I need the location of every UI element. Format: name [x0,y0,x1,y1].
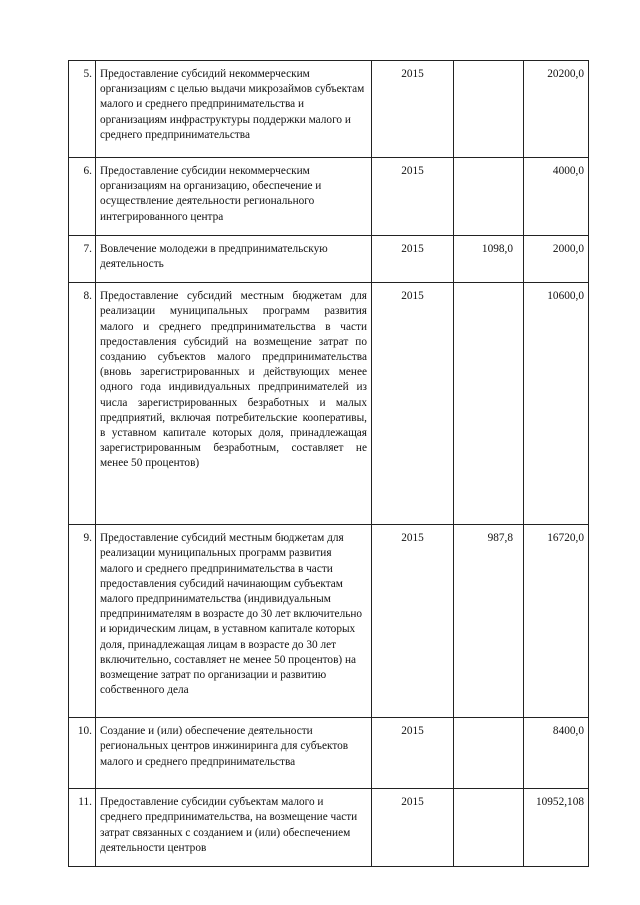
table-row [69,525,589,718]
row-value-2: 8400,0 [524,718,589,789]
row-value-2: 20200,0 [524,61,589,158]
row-value-1 [454,718,524,789]
row-value-2: 2000,0 [524,235,589,282]
row-number: 9. [69,525,96,718]
table-row [69,789,589,867]
table-row [69,718,589,789]
row-value-2: 4000,0 [524,158,589,236]
row-description: Предоставление субсидий местным бюджетам для реализации муниципальных программ развития малого и среднего предпринимательства в части предоставления субсидий начинающим субъектам малого предпринимательства (индивидуальным предпринимателям в возрасте до 30 лет включительно и юридическим лицам, в уставном капитале которых доля, принадлежащая лицам в возрасте до 30 лет включительно, составляет не менее 50 процентов) на возмещение затрат по организации и развитию собственного дела [96,525,372,718]
row-year: 2015 [372,283,454,525]
row-year: 2015 [372,61,454,158]
row-number: 6. [69,158,96,236]
row-year: 2015 [372,525,454,718]
program-measures-table [68,60,589,867]
row-value-1 [454,158,524,236]
row-value-1 [454,789,524,867]
row-description: Предоставление субсидий некоммерческим организациям с целью выдачи микрозаймов субъектам малого и среднего предпринимательства и организациям инфраструктуры поддержки малого и среднего предпринимательства [96,61,372,158]
document-page [68,60,588,867]
table-row [69,158,589,236]
row-year: 2015 [372,158,454,236]
table-row [69,61,589,158]
row-value-2: 10952,108 [524,789,589,867]
row-number: 5. [69,61,96,158]
row-number: 8. [69,283,96,525]
row-value-1 [454,283,524,525]
row-description: Предоставление субсидии субъектам малого и среднего предпринимательства, на возмещение части затрат связанных с созданием и (или) обеспечением деятельности центров [96,789,372,867]
row-year: 2015 [372,235,454,282]
row-value-2: 16720,0 [524,525,589,718]
row-value-2: 10600,0 [524,283,589,525]
row-description: Предоставление субсидии некоммерческим организациям на организацию, обеспечение и осуществление деятельности регионального интегрированного центра [96,158,372,236]
row-description: Предоставление субсидий местным бюджетам для реализации муниципальных программ развития малого и среднего предпринимательства в части предоставления субсидий на возмещение затрат по созданию субъектов малого предпринимательства (вновь зарегистрированных и действующих менее одного года индивидуальных предпринимателей из числа зарегистрированных безработных и малых предприятий, включая потребительские кооперативы, в уставном капитале которых доля, принадлежащая зарегистрированным безработным, составляет не менее 50 процентов) [96,283,372,525]
row-year: 2015 [372,718,454,789]
row-description: Вовлечение молодежи в предпринимательскую деятельность [96,235,372,282]
table-row [69,235,589,282]
row-number: 11. [69,789,96,867]
row-description: Создание и (или) обеспечение деятельности региональных центров инжиниринга для субъектов малого и среднего предпринимательства [96,718,372,789]
row-value-1 [454,61,524,158]
row-value-1: 1098,0 [454,235,524,282]
row-value-1: 987,8 [454,525,524,718]
row-number: 7. [69,235,96,282]
row-number: 10. [69,718,96,789]
row-year: 2015 [372,789,454,867]
table-row [69,283,589,525]
